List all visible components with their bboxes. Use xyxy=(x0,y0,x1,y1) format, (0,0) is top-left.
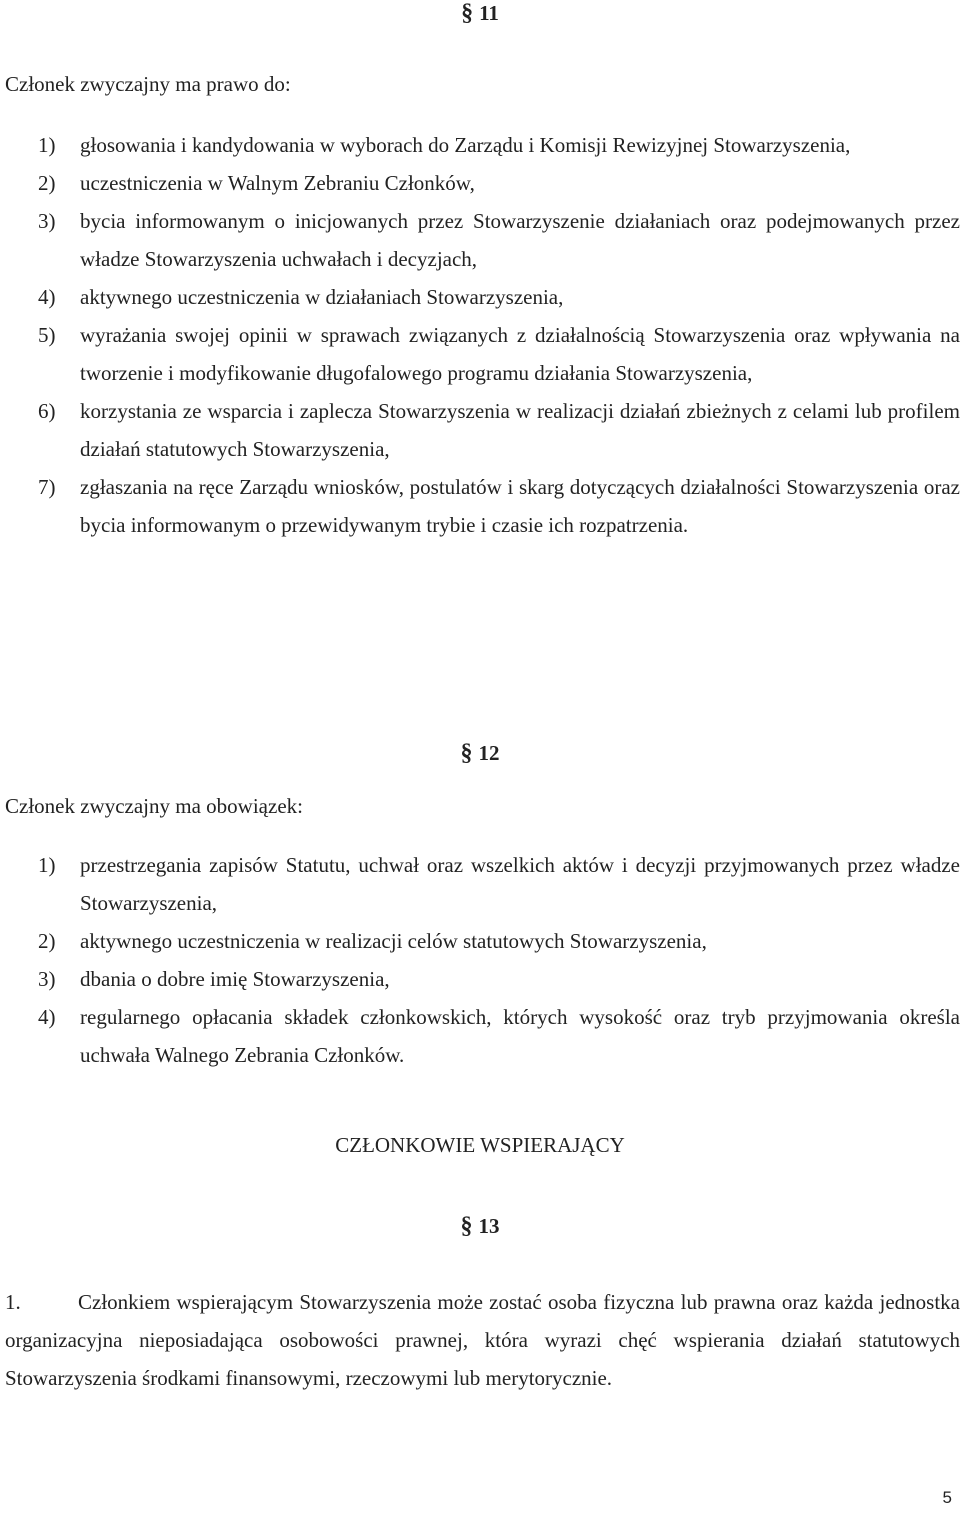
section-sign: § xyxy=(460,1213,473,1239)
item-number: 7) xyxy=(38,475,56,499)
item-text: zgłaszania na ręce Zarządu wniosków, postulatów i skarg dotyczących działalności Stowarzyszenia oraz bycia informowanym o przewidywanym trybie i czasie ich rozpatrzenia. xyxy=(80,475,960,537)
list-item xyxy=(38,922,960,960)
list-item xyxy=(38,468,960,544)
item-text: przestrzegania zapisów Statutu, uchwał oraz wszelkich aktów i decyzji przyjmowanych przez władze Stowarzyszenia, xyxy=(80,853,960,915)
paragraph-13-text xyxy=(5,1283,960,1397)
item-text: korzystania ze wsparcia i zaplecza Stowarzyszenia w realizacji działań zbieżnych z celami lub profilem działań statutowych Stowarzyszenia, xyxy=(80,399,960,461)
paragraph-11-heading xyxy=(0,0,960,27)
section-sign: § xyxy=(460,740,473,766)
item-number: 1. xyxy=(5,1290,21,1314)
item-number: 1) xyxy=(38,133,56,157)
list-item xyxy=(38,998,960,1074)
list-item xyxy=(38,164,960,202)
item-text: bycia informowanym o inicjowanych przez Stowarzyszenie działaniach oraz podejmowanych przez władze Stowarzyszenia uchwałach i decyzjach, xyxy=(80,209,960,271)
obligations-list xyxy=(38,846,960,1074)
page-number: 5 xyxy=(942,1488,952,1507)
list-item xyxy=(38,126,960,164)
item-number: 4) xyxy=(38,1005,56,1029)
paragraph-number: 12 xyxy=(478,741,500,765)
item-number: 2) xyxy=(38,929,56,953)
item-text: aktywnego uczestniczenia w realizacji celów statutowych Stowarzyszenia, xyxy=(80,929,707,953)
paragraph-11-lead: Członek zwyczajny ma prawo do: xyxy=(5,72,291,96)
item-number: 1) xyxy=(38,853,56,877)
item-number: 3) xyxy=(38,967,56,991)
paragraph-12-lead: Członek zwyczajny ma obowiązek: xyxy=(5,794,303,818)
paragraph-number: 13 xyxy=(478,1214,500,1238)
list-item xyxy=(38,392,960,468)
item-text: aktywnego uczestniczenia w działaniach Stowarzyszenia, xyxy=(80,285,564,309)
item-number: 5) xyxy=(38,323,56,347)
item-text: dbania o dobre imię Stowarzyszenia, xyxy=(80,967,390,991)
list-item xyxy=(38,202,960,278)
list-item xyxy=(38,846,960,922)
section-title: CZŁONKOWIE WSPIERAJĄCY xyxy=(335,1133,625,1157)
item-number: 2) xyxy=(38,171,56,195)
item-text: głosowania i kandydowania w wyborach do Zarządu i Komisji Rewizyjnej Stowarzyszenia, xyxy=(80,133,851,157)
list-item xyxy=(38,278,960,316)
list-item xyxy=(38,316,960,392)
paragraph-number: 11 xyxy=(479,1,499,25)
item-number: 6) xyxy=(38,399,56,423)
item-text: uczestniczenia w Walnym Zebraniu Członków, xyxy=(80,171,475,195)
item-text: Członkiem wspierającym Stowarzyszenia może zostać osoba fizyczna lub prawna oraz każda jednostka organizacyjna nieposiadająca osobowości prawnej, która wyrazi chęć wspierania działań statutowych Stowarzyszenia środkami finansowymi, rzeczowymi lub merytorycznie. xyxy=(5,1290,960,1390)
list-item xyxy=(38,960,960,998)
paragraph-12-heading xyxy=(0,740,960,767)
paragraph-13-heading xyxy=(0,1213,960,1240)
rights-list xyxy=(38,126,960,544)
section-sign: § xyxy=(461,0,474,26)
item-number: 3) xyxy=(38,209,56,233)
item-text: wyrażania swojej opinii w sprawach związanych z działalnością Stowarzyszenia oraz wpływania na tworzenie i modyfikowanie długofalowego programu działania Stowarzyszenia, xyxy=(80,323,960,385)
item-text: regularnego opłacania składek członkowskich, których wysokość oraz tryb przyjmowania określa uchwała Walnego Zebrania Członków. xyxy=(80,1005,960,1067)
item-number: 4) xyxy=(38,285,56,309)
